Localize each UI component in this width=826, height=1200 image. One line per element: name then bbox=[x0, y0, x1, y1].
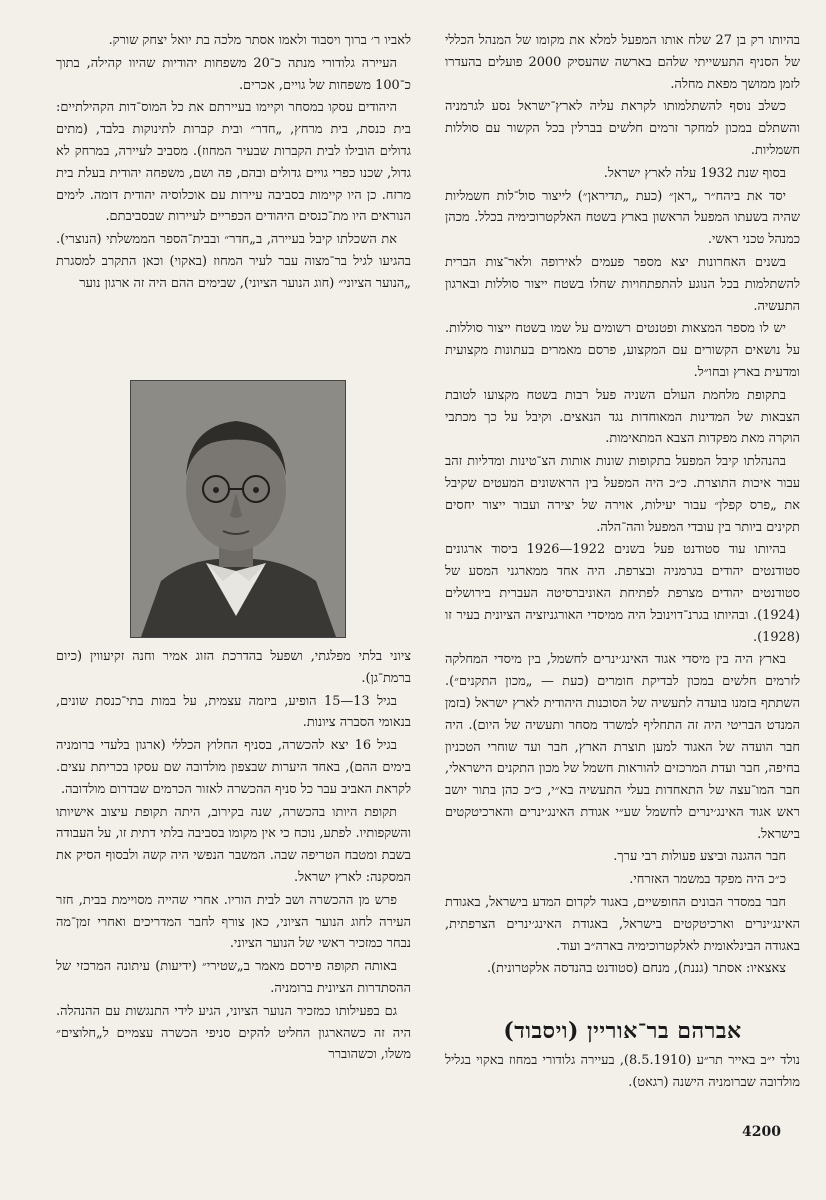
paragraph: תקופת היותו בהכשרה, שנה בקירוב, היתה תקופת עיצוב אישיותו והשקפותיו. לפתע, נוכח כי אין מקומו בסביבה בלתי דתית זו, על העבודה בשבת ומטבח הטריפה שבה. המשבר הנפשי היה קשה ולבסוף הסיק את המסקנה: לארץ ישראל. bbox=[56, 804, 411, 885]
right-column bbox=[445, 30, 800, 981]
paragraph: פרש מן ההכשרה ושב לבית הוריו. אחרי שהייה מסויימת בבית, חזר העירה לחוג הנוער הציוני, כאן צורף לחבר המדריכים ואחרי זמן־מה נבחר כמזכיר ראשי של הנוער הציוני. bbox=[56, 892, 411, 952]
paragraph: בתקופת מלחמת העולם השניה פעל רבות בשטח מקצועו לטובת הצבאות של המדינות המאוחדות נגד הנאצים. וקיבל על כך מכתבי הוקרה מאת מפקדות הצבא המתאימות. bbox=[445, 387, 800, 447]
paragraph: חבר ההגנה וביצע פעולות רבי ערך. bbox=[613, 849, 786, 865]
paragraph: צאצאיו: אסתר (גננת), מנחם (סטודנט בהנדסה אלקטרונית). bbox=[486, 961, 786, 977]
paragraph: בגיל 13—15 הופיע, ביזמה עצמית, על במות בתי־כנסת שונים, בנאומי הסברה ציונות. bbox=[56, 693, 411, 731]
paragraph: באותה תקופה פירסם מאמר ב„שטירי״ (ידיעות) עיתונה המרכזי של ההסתדרות הציונית ברומניה. bbox=[56, 959, 411, 996]
portrait-image bbox=[131, 381, 345, 637]
paragraph: יש לו מספר המצאות ופטנטים רשומים על שמו בשטח ייצור סוללות. על נושאים הקשורים עם המקצוע, פרסם מאמרים בעתונות מקצועית ומדעית בארץ ובחו״ל. bbox=[445, 321, 800, 380]
paragraph: חבר במסדר הבונים החופשיים, באגוד לקדום המדע בישראל, באגודת האינג׳ינרים וארכיטקטים בישראל, באגודת האינג׳ינרים הצרפתית, באגודה הבינלאומית לאלקטרוכימיה בארה״ב ועוד. bbox=[445, 895, 800, 954]
biography-heading: אברהם בר־אוריין (ויסבוד) bbox=[503, 1018, 742, 1044]
paragraph: בהיותו רק בן 27 שלח אותו המפעל למלא את מקומו של המנהל הכללי של הסניף התעשייתי שלהם בארשה שהעסיק 2000 פועלים בהעדרו לזמן ממושך מפאת מחלה. bbox=[445, 33, 800, 92]
paragraph: בהיותו עוד סטודנט פעל בשנים 1922—1926 ביסוד ארגונים סטודנטים יהודים בגרמניה ובצרפת. היה אחד ממארגני המסע של סטודנטים יהודים מצרפת לפתיחת האוניברסיטה העברית בירושלים (1924). ובהיותו בגרנ־דוינובל היה ממיסדי האורגניזציה הציונית בעיר זו (1928). bbox=[445, 542, 800, 645]
paragraph: בהנהלתו קיבל המפעל בתקופות שונות אותות הצ־טינות ומדליות זהב עבור איכות התוצרת. כ״כ היה המפעל בין הראשונים המעטים שקיבל את „פרס קפלן״ עבור יעילות, אוירה של יצירה ועבור ייצור יחסים תקינים ביותר בין עובדי המפעל והה־הלה. bbox=[445, 454, 800, 535]
paragraph: בגיל 16 יצא להכשרה, בסניף החלוץ הכללי (ארגון בלעדי ברומניה בימים ההם), באחד היערות שבצפון מולדובה שם עסקו בכריתת עצים. לקראת האביב עבר כל סניף ההכשרה לאזור הכרמים שבדרום מולדובה. bbox=[56, 738, 411, 797]
paragraph: גם בפעילותו כמזכיר הנוער הציוני, הגיע לידי התנגשות עם ההנהלה. היה זה כשהארגון החליט להקים סניפי הכשרה עצמיים ל„חלוצים״ משלו, וכשהוברר bbox=[56, 1003, 411, 1063]
paragraph: לאביו ר׳ ברוך ויסבוד ולאמו אסתר מלכה בת יואל יצחק שורק. bbox=[108, 33, 411, 48]
paragraph: את השכלתו קיבל בעיירה, ב„חדר״ ובבית־הספר הממשלתי (הנוצרי). בהגיעו לגיל בר־מצוה עבר לעיר המחוז (באקוי) וכאן התקרב למסגרת „הנוער הציוני״ (חוג הנוער הציוני), שבימים ההם היה זה ארגון נוער bbox=[56, 232, 411, 291]
paragraph: היהודים עסקו במסחר וקיימו בעיירתם את כל המוס־דות הקהילתיים: בית כנסת, בית מרחץ, „חדר״ ובית קברות לתינוקות בלבד, (מתים גדולים הובילו לבית הקברות שבעיר המחוז). מסביב לעיירה, במרחק לא גדול, שכנו כפרי גויים גדולים ובהם, פה ושם, משפחה יהודית בעלת בית מרזח. כן היו קיימות בסביבה עיירות עם אוכלוסיה יהודית דומה. לימים הנוראים היו מת־כנסים היהודים הכפריים לעיירות שבסביבתם. bbox=[56, 100, 411, 225]
paragraph: העיירה גלודורי מנתה כ־20 משפחות יהודיות שהיוו קהילה, בתוך כ־100 משפחות של גויים, אכרים. bbox=[56, 55, 411, 93]
paragraph: יסד את ביהח״ר „ראן״ (כעת „תדיראן״) לייצור סול־לות חשמליות שהיה בשעתו המפעל הראשון בארץ בשטח האלקטרוכימיה בכלל. מכהן כמנהל טכני ראשי. bbox=[445, 188, 800, 248]
paragraph: ציוני בלתי מפלגתי, ושפעל בהדרכת הזוג אמיר וחנה זקיעווין (כיום ברמת־גן). bbox=[56, 649, 411, 686]
left-column-bottom bbox=[56, 646, 411, 1067]
biography-intro bbox=[445, 1050, 800, 1094]
paragraph: בשנים האחרונות יצא מספר פעמים לאירופה ולאר־צות הברית להשתלמות בכל הנוגע להתפתחויות שחלו בשטח ייצור סוללות ובארגון התעשיה. bbox=[445, 254, 800, 314]
left-column-top bbox=[56, 30, 411, 296]
paragraph: כשלב נוסף להשתלמותו לקראת עליה לארץ־ישראל נסע לגרמניה והשתלם במכון למחקר זרמים חלשים בברלין בכל הקשור עם סוללות חשמליות. bbox=[445, 99, 800, 158]
paragraph: בסוף שנת 1932 עלה לארץ ישראל. bbox=[603, 165, 786, 181]
paragraph: כ״כ היה מפקד במשמר האזרחי. bbox=[629, 872, 786, 888]
paragraph: נולד י״ב באייר תר״ע (8.5.1910), בעיירה גלודורי במחוז באקוי בגליל מולדובה שברומניה הישנה (רגאט). bbox=[445, 1053, 800, 1090]
portrait-photo bbox=[130, 380, 346, 638]
page-number: 4200 bbox=[742, 1124, 781, 1140]
paragraph: בארץ היה בין מיסדי אגוד האינג׳ינרים לחשמל, בין מיסדי המחלקה לזרמים חלשים במכון לבדיקת חומרים (כעת — „מכון התקנים״). השתתף בזמנו בועדה לתעשיה של הסוכנות היהודית לארץ ישראל (בזמן המנדט הבריטי היה זה התחליף למשרד מסחר ותעשיה של היום). היה חבר הועדה של האגוד למען תוצרת הארץ, חבר ועד שוחרי הטכניון בחיפה, חבר ועדת המרכזים להוראות חשמל של מכון התקנים הישראלי, חבר המו־עצה של התאחדות בעלי התעשיה בא״י, כ״כ כהן בתור יושב ראש אגוד האינג׳ינרים לחשמל שע״י אגודת האינג׳ינרים והארכיטקטים בישראל. bbox=[445, 652, 800, 842]
